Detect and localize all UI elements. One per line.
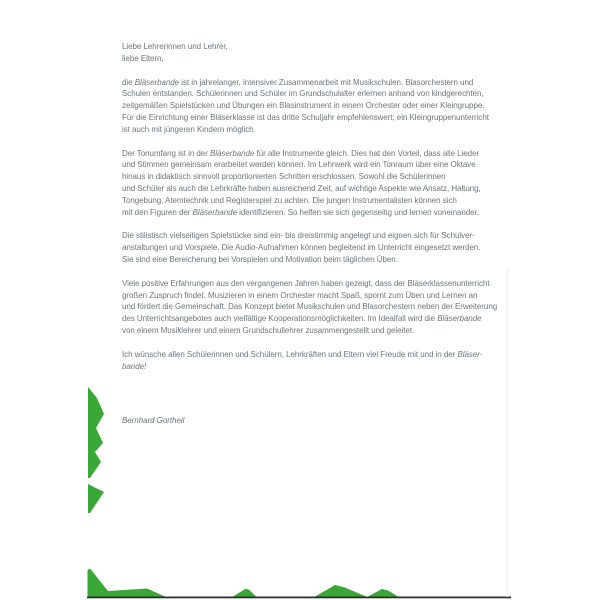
text-line: Ich wünsche allen Schülerinnen und Schülern, Lehrkräften und Eltern viel Freude mit und in der Bläser-	[122, 349, 483, 359]
text-line: hinaus in didaktisch sinnvoll proportionierten Schritten erschlossen. Sowohl die Schülerinnen	[122, 172, 446, 182]
page-bottom-edge	[87, 597, 511, 599]
left-small-triangle-shape	[88, 484, 104, 513]
text-line: Für die Einrichtung einer Bläserklasse ist das dritte Schuljahr empfehlenswert; ein Kleingruppenunterricht	[122, 112, 489, 122]
signature: Bernhard Gortheil	[122, 416, 185, 426]
bottom-mountain-left-shape	[88, 569, 166, 597]
paragraph-2	[122, 148, 514, 219]
text-line: und fördert die Gemeinschaft. Das Konzept bietet Musikschulen und Blasorchestern neben der Erweiterung	[122, 302, 498, 312]
text-line: Der Tonumfang ist in der Bläserbande für alle Instrumente gleich. Dies hat den Vorteil, dass alle Lieder	[122, 148, 480, 158]
greeting	[122, 41, 514, 65]
text-line: Tongebung, Atemtechnik und Registerspiel zu achten. Die jungen Instrumentalisten können sich	[122, 195, 457, 205]
text-line: anstaltungen und Vorspiele. Die Audio-Aufnahmen können begleitend im Unterricht eingesetzt werden.	[122, 243, 481, 253]
text-line: Viele positive Erfahrungen aus den vergangenen Jahren haben gezeigt, dass der Bläserklassenunterricht	[122, 278, 490, 288]
paragraph-3	[122, 230, 514, 265]
bottom-hill-small-2-shape	[368, 589, 398, 597]
text-line: großen Zuspruch findet. Musizieren in einem Orchester macht Spaß, spornt zum Üben und Lernen an	[122, 290, 478, 300]
text-line: die Bläserbande ist in jahrelanger, intensiver Zusammenarbeit mit Musikschulen, Blasorchestern und	[122, 77, 474, 87]
paragraph-4	[122, 278, 514, 337]
text-line: Die stilistisch vielseitigen Spielstücke sind ein- bis dreistimmig angelegt und eignen sich für Schulver-	[122, 231, 475, 241]
text-line: Schulen entstanden. Schülerinnen und Schüler im Grundschulalter erlernen anhand von kindgerechten,	[122, 89, 484, 99]
text-line: Liebe Lehrerinnen und Lehrer,	[122, 42, 228, 51]
text-line: Sie sind eine Bereicherung bei Vorspielen und Motivation beim täglichen Üben.	[122, 254, 398, 264]
text-line: und Schüler als auch die Lehrkräfte haben ausreichend Zeit, auf wichtige Aspekte wie Ansatz, Haltung,	[122, 183, 481, 193]
bottom-hill-large-shape	[315, 585, 366, 597]
text-line: und Stimmen gemeinsam erarbeitet werden können. Im Lehrwerk wird ein Tonraum über eine Oktave	[122, 160, 476, 170]
text-line: des Unterrichtsangebotes auch vielfältige Kooperationsmöglichkeiten. Im Idealfall wird die Bläserbande	[122, 314, 482, 324]
text-line: liebe Eltern,	[122, 53, 164, 63]
text-line: zeitgemäßen Spielstücken und Übungen ein Blasinstrument in einem Orchester oder einer Kleingruppe.	[122, 101, 485, 111]
text-line: ist auch mit jüngeren Kindern möglich.	[122, 124, 256, 134]
letter-body	[122, 41, 514, 427]
text-line: von einem Musiklehrer und einem Grundschullehrer zusammengestellt und geleitet.	[122, 325, 415, 335]
closing-paragraph	[122, 349, 514, 373]
bottom-hill-small-1-shape	[233, 589, 256, 597]
left-zigzag-shape	[88, 387, 104, 478]
paragraph-1	[122, 77, 514, 136]
text-line: bande!	[122, 361, 147, 371]
text-line: mit den Figuren der Bläserbande identifizieren. So helfen sie sich gegenseitig und lernen voneinander.	[122, 207, 479, 217]
